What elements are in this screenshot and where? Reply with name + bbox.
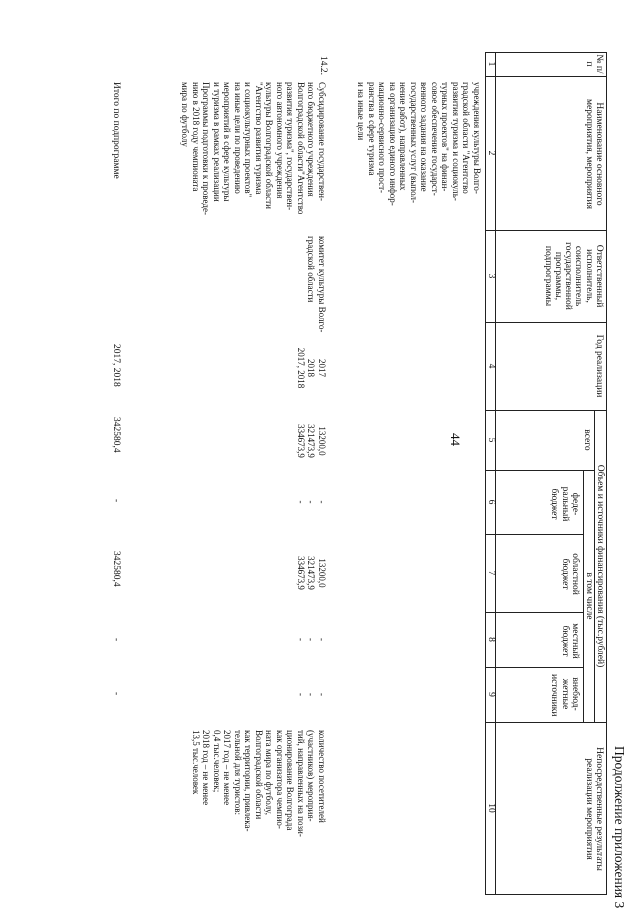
header-num: № п/п — [583, 54, 604, 74]
col-number: 2 — [486, 150, 496, 156]
total-regional: 342580,4 — [111, 551, 121, 587]
table-left-border — [485, 52, 607, 53]
col-number: 7 — [486, 570, 496, 576]
row-executor: комитет культуры Волго- градской области — [306, 236, 327, 333]
col-number: 5 — [486, 437, 496, 443]
col-divider — [485, 612, 584, 613]
header-federal: феде-ральный бюджет — [549, 486, 580, 522]
table-right-border — [485, 894, 607, 895]
col-divider — [485, 76, 607, 77]
header-total: всего — [582, 429, 592, 451]
header-offbudget: внебюд-жетные источники — [549, 674, 580, 717]
table-top-border — [606, 52, 607, 894]
row-continuation-name: учреждения культуры Волго- градской области "Агентство развития туризма и социокуль- турных проектов" на финан- совое обеспечение государст- венного задания на оказание государственных услуг (выпол- нение работ), направленных на организацию единого инфор- мационно-сервисного прост- ранства в сфере туризма и на иные цели — [356, 82, 482, 206]
col-number-line — [495, 52, 496, 894]
col-number: 10 — [486, 803, 496, 813]
col-divider — [485, 470, 595, 471]
continuation-title: Продолжение приложения 3 — [612, 746, 627, 908]
header-name: Наименование основного мероприятия, мероприятия — [583, 99, 604, 209]
total-federal: - — [111, 499, 121, 503]
col-divider — [485, 230, 607, 231]
total-year: 2017, 2018 — [111, 344, 121, 387]
total-sum: 342580,4 — [111, 417, 121, 453]
col-number: 3 — [486, 273, 496, 279]
header-year: Год реализации — [594, 334, 604, 398]
row-total: 13200,0 321473,9 334673,9 — [295, 424, 327, 458]
header-funding: Объем и источники финансирования (тыс.рублей) — [595, 464, 605, 668]
row-offbudget: - - - — [295, 693, 327, 696]
row-regional: 13200,0 321473,9 334673,9 — [295, 556, 327, 590]
header-results: Непосредственные результаты реализации мероприятия — [583, 747, 604, 871]
header-incl: в том числе — [584, 572, 594, 620]
row-name: Субсидирование государствен- ного бюджетного учреждения Волгоградской области"Агентство развития туризма", государствен- ного автономного учреждения культуры Волгоградской области "Агентство развития туризма и социокультурных проектов" на иные цели по проведению мероприятий в сфере культуры и туризма в рамках реализации Программы подготовки к проведе- нию в 2018 году чемпионата мира по футболу — [180, 82, 327, 215]
col-number: 9 — [486, 692, 496, 697]
row-federal: - - - — [295, 500, 327, 504]
col-number: 4 — [486, 363, 496, 369]
row-years: 2017 2018 2017, 2018 — [295, 347, 327, 389]
header-executor: Ответственный исполнитель, соисполнитель государственной программы, подпрограммы — [542, 242, 604, 310]
header-local: местный бюджет — [559, 623, 580, 659]
row-number: 14.2. — [318, 56, 328, 75]
col-divider — [485, 322, 607, 323]
header-regional: областной бюджет — [559, 553, 580, 595]
col-number: 6 — [486, 499, 496, 505]
col-divider — [485, 667, 584, 668]
col-number: 8 — [486, 637, 496, 642]
col-number: 1 — [486, 61, 496, 67]
col-divider — [485, 534, 584, 535]
page-number: 44 — [448, 433, 463, 446]
row-local: - - - — [295, 638, 327, 641]
total-local: - — [111, 638, 121, 642]
col-divider — [485, 410, 607, 411]
row-results: количество посетителей (участников) мероприя- тий, направленных на пози- ционирование Волгограда как организатора чемпио- ната мира по футболу, Волгоградской области как территории, привлека- тельной для туристов: 2017 год – не менее 0,4 тыс.человек; 2018 год – не менее 13,5 тыс.человек — [190, 730, 327, 837]
total-label: Итого по подпрограмме — [111, 82, 121, 179]
total-offbudget: - — [111, 692, 121, 696]
col-divider — [485, 722, 607, 723]
